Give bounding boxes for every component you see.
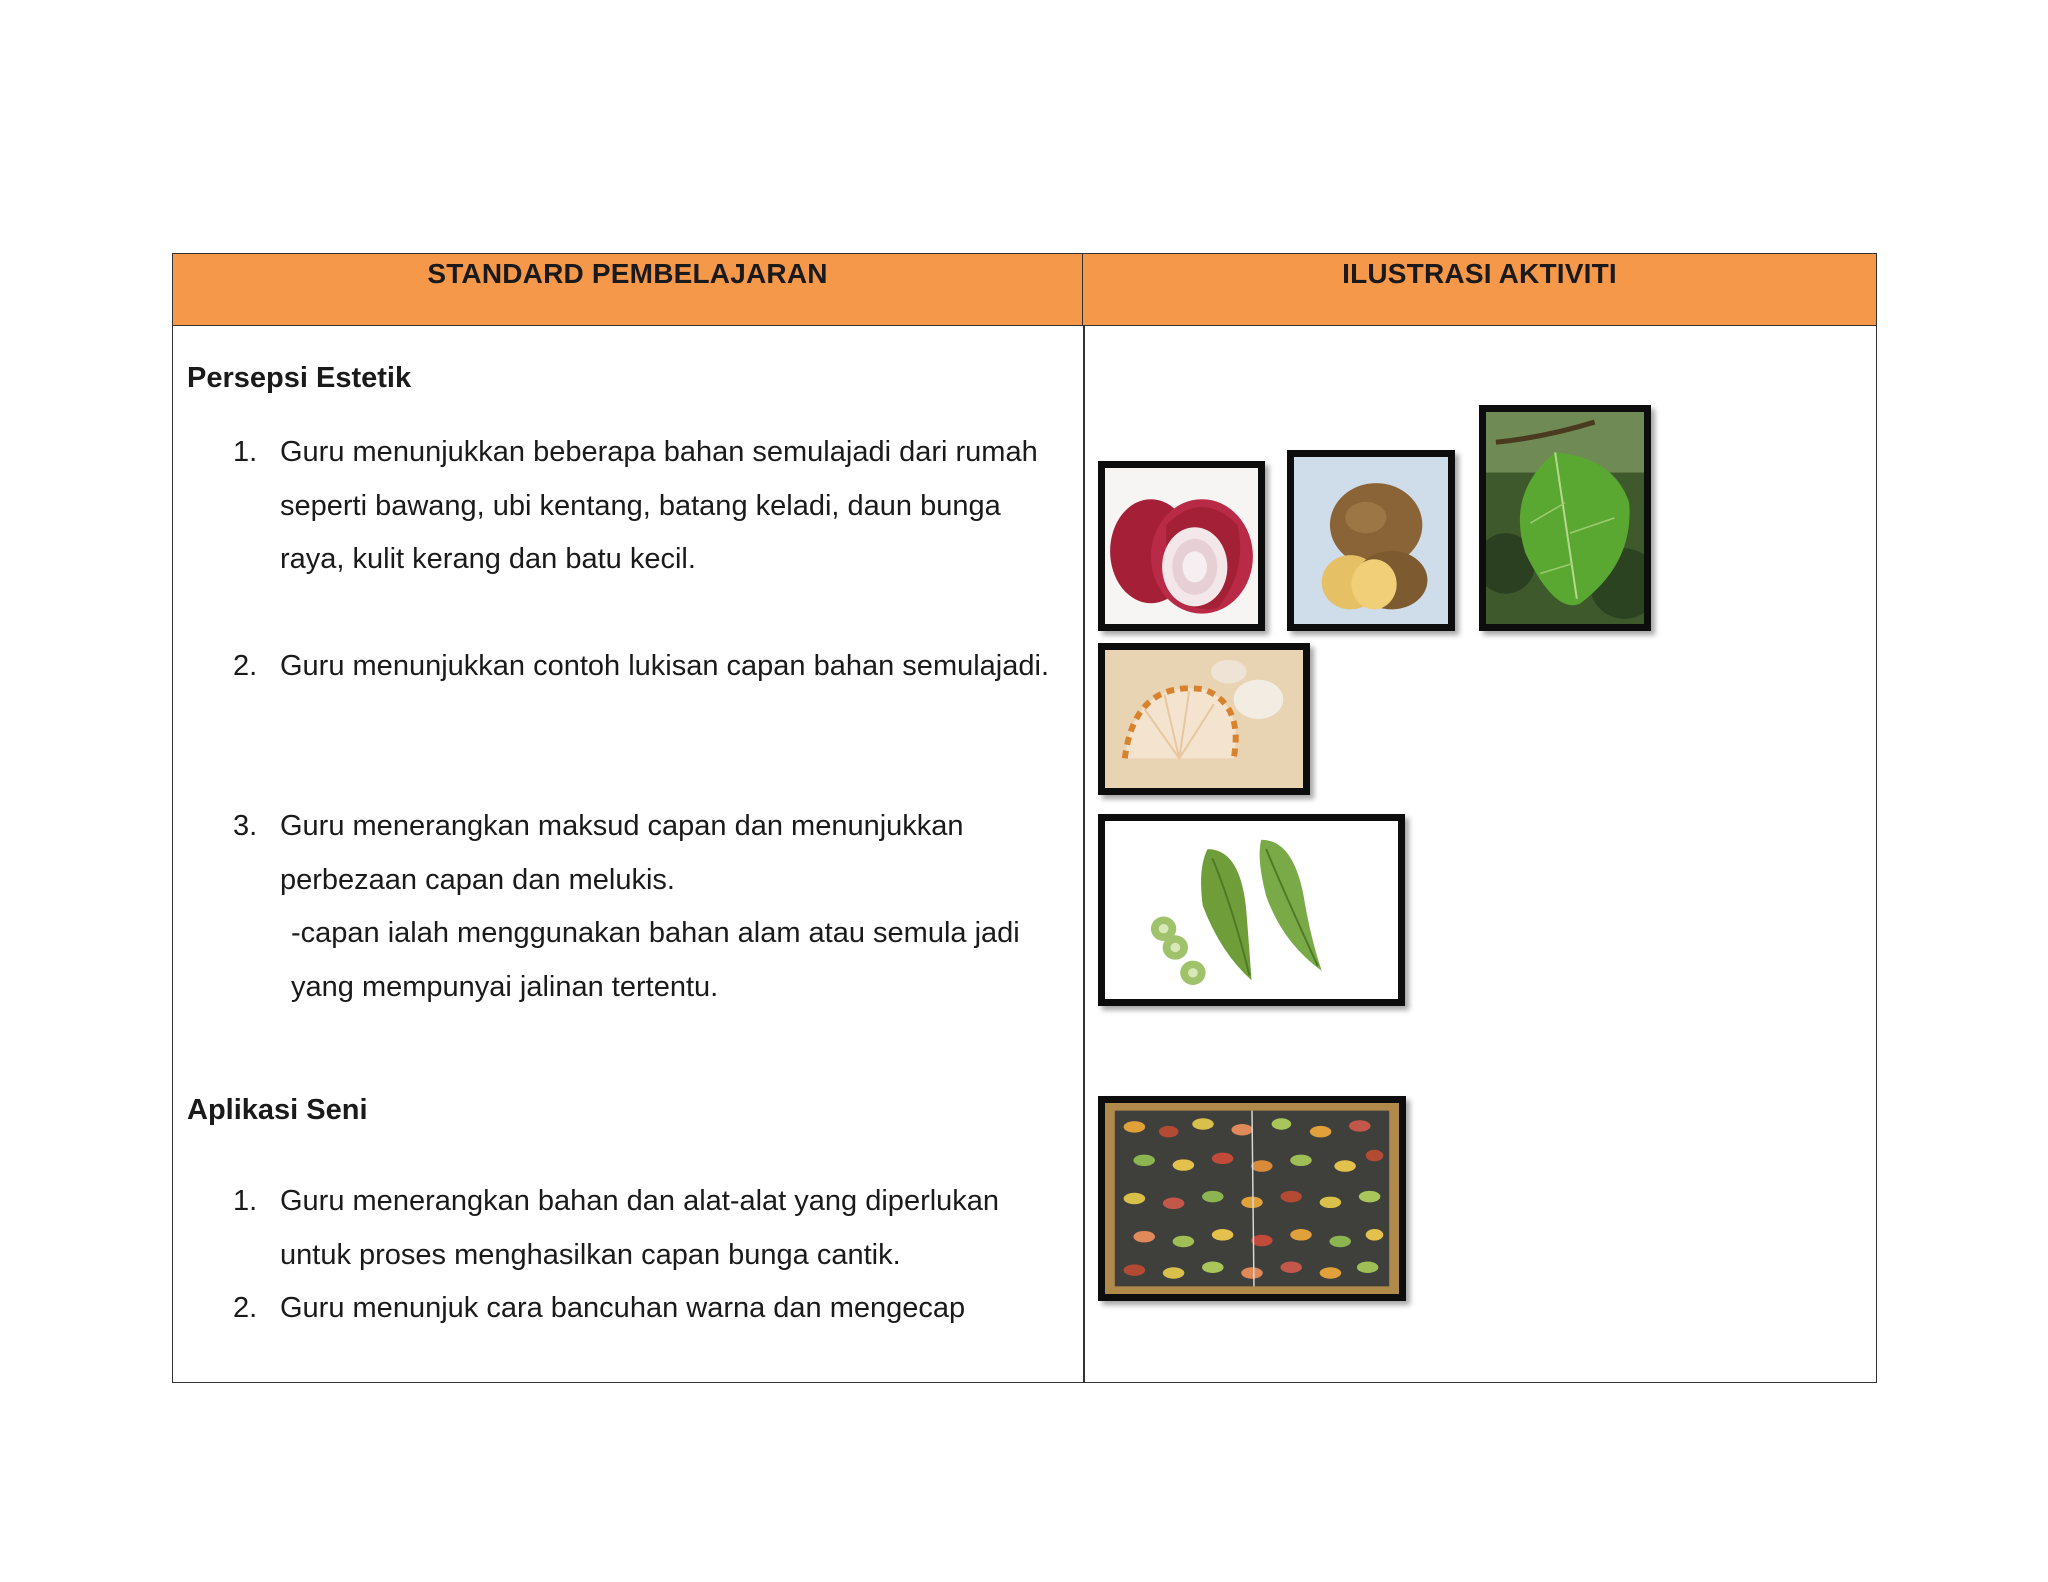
hibiscus-leaf-photo	[1479, 405, 1651, 631]
persepsi-item-1	[233, 426, 1063, 587]
column-divider	[1083, 326, 1085, 1382]
aplikasi-item-2	[233, 1282, 1063, 1336]
okra-photo	[1098, 814, 1405, 1006]
onion-photo	[1098, 461, 1265, 631]
item-number: 2.	[233, 1292, 258, 1324]
item-text: Guru menunjuk cara bancuhan warna dan mengecap	[280, 1292, 966, 1324]
activity-table	[172, 253, 1877, 1383]
potato-photo	[1287, 450, 1455, 631]
header-ilustrasi-aktiviti: ILUSTRASI AKTIVITI	[1083, 254, 1876, 326]
item-text: Guru menunjukkan contoh lukisan capan bahan semulajadi.	[280, 650, 1049, 682]
aplikasi-item-1	[233, 1175, 1063, 1282]
section-title-persepsi-estetik: Persepsi Estetik	[187, 362, 412, 394]
item-number: 2.	[233, 650, 258, 682]
item-number: 3.	[233, 810, 258, 842]
item-text: Guru menunjukkan beberapa bahan semulajadi dari rumah seperti bawang, ubi kentang, batang keladi, daun bunga raya, kulit kerang dan batu kecil.	[280, 436, 1038, 575]
seashell-photo	[1098, 643, 1310, 795]
header-standard-pembelajaran: STANDARD PEMBELAJARAN	[173, 254, 1083, 326]
item-number: 1.	[233, 436, 258, 468]
persepsi-item-2	[233, 640, 1063, 694]
item-text: Guru menerangkan maksud capan dan menunjukkan perbezaan capan dan melukis.	[280, 810, 964, 896]
leaf-print-artwork-photo	[1098, 1096, 1406, 1301]
item-number: 1.	[233, 1185, 258, 1217]
item-text: Guru menerangkan bahan dan alat-alat yang diperlukan untuk proses menghasilkan capan bunga cantik.	[280, 1185, 1000, 1271]
capan-definition-note: -capan ialah menggunakan bahan alam atau semula jadi yang mempunyai jalinan tertentu.	[291, 917, 1020, 1003]
section-title-aplikasi-seni: Aplikasi Seni	[187, 1094, 368, 1126]
persepsi-item-3	[233, 800, 1063, 907]
